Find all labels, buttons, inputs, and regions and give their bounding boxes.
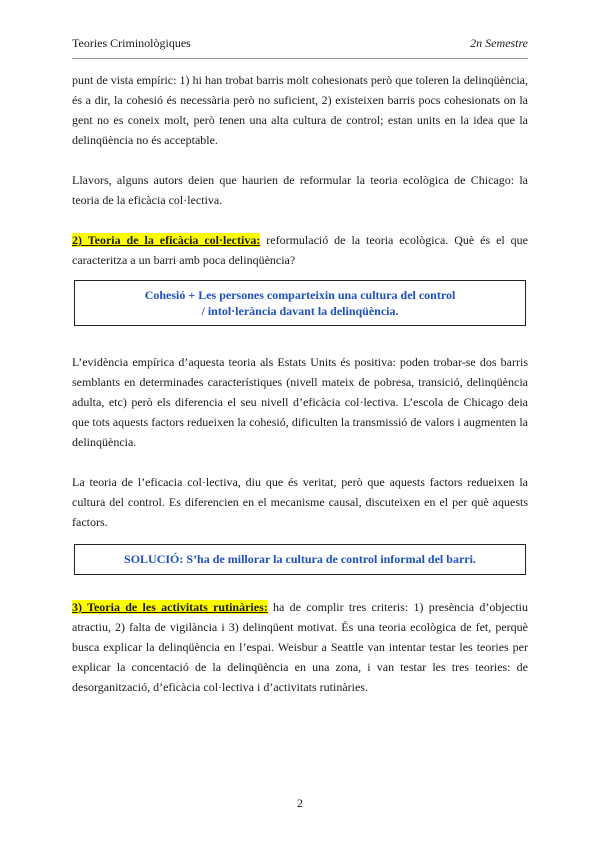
header-course-title: Teories Criminològiques [72,36,191,50]
header-semester: 2n Semestre [470,36,528,50]
section-heading-routine-activities: 3) Teoria de les activitats rutinàries: [72,600,268,614]
page-header [72,36,528,59]
definition-box [74,280,526,326]
definition-line-2: / intol·lerància davant la delinqüència. [201,304,399,318]
page-content [72,70,528,697]
definition-line-1: Cohesió + Les persones comparteixin una cultura del control [144,288,456,302]
paragraph-reformulation: Llavors, alguns autors deien que haurien de reformular la teoria ecològica de Chicago: la teoria de la eficàcia col·lectiva. [72,173,528,207]
section-collective-efficacy [72,230,528,270]
section-routine-activities [72,597,528,697]
page-number: 2 [297,796,303,810]
section-text-routine-activities: ha de complir tres criteris: 1) presència d’objectiu atractiu, 2) falta de vigilància i 3) delinqüent motivat. És una teoria ecològica de fet, perquè busca explicar la delinqüència en l’espai. Weisbur a Seattle van intentar testar les teories per explicar la concentació de la delinqüència en una zona, i van testar les tres teories: de desorganització, d’eficàcia col·lectiva i d’activitats rutinàries. [72,600,528,694]
section-text-collective-efficacy: reformulació de la teoria ecològica. Què és el que caracteritza a un barri amb poca delinqüència? [72,233,529,267]
paragraph-empirical-evidence: L’evidència empírica d’aquesta teoria als Estats Units és positiva: poden trobar-se dos barris semblants en determinades característiques (nivell mateix de pobresa, transició, delinqüència adulta, etc) però els diferencia el seu nivell d’eficàcia col·lectiva. L’escola de Chicago deia que tots aquests factors redueixen la cohesió, dificulten la transmissió de valors i augmenten la delinqüència. [72,355,528,449]
paragraph-control-culture: La teoria de l’eficacia col·lectiva, diu que és veritat, però que aquests factors redueixen la cultura del control. Es diferencien en el mecanisme causal, discuteixen en el per què aquests factors. [72,475,528,529]
section-heading-collective-efficacy: 2) Teoria de la eficàcia col·lectiva: [72,233,261,247]
paragraph-cohesion-evidence: punt de vista empíric: 1) hi han trobat barris molt cohesionats però que toleren la delinqüència, és a dir, la cohesió és necessària però no suficient, 2) existeixen barris pocs cohesionats on la gent no es coneix molt, però tenen una alta cultura de control; estan units en la idea que la delinqüència no és acceptable. [72,73,528,147]
solution-box: SOLUCIÓ: S’ha de millorar la cultura de control informal del barri. [74,544,526,575]
